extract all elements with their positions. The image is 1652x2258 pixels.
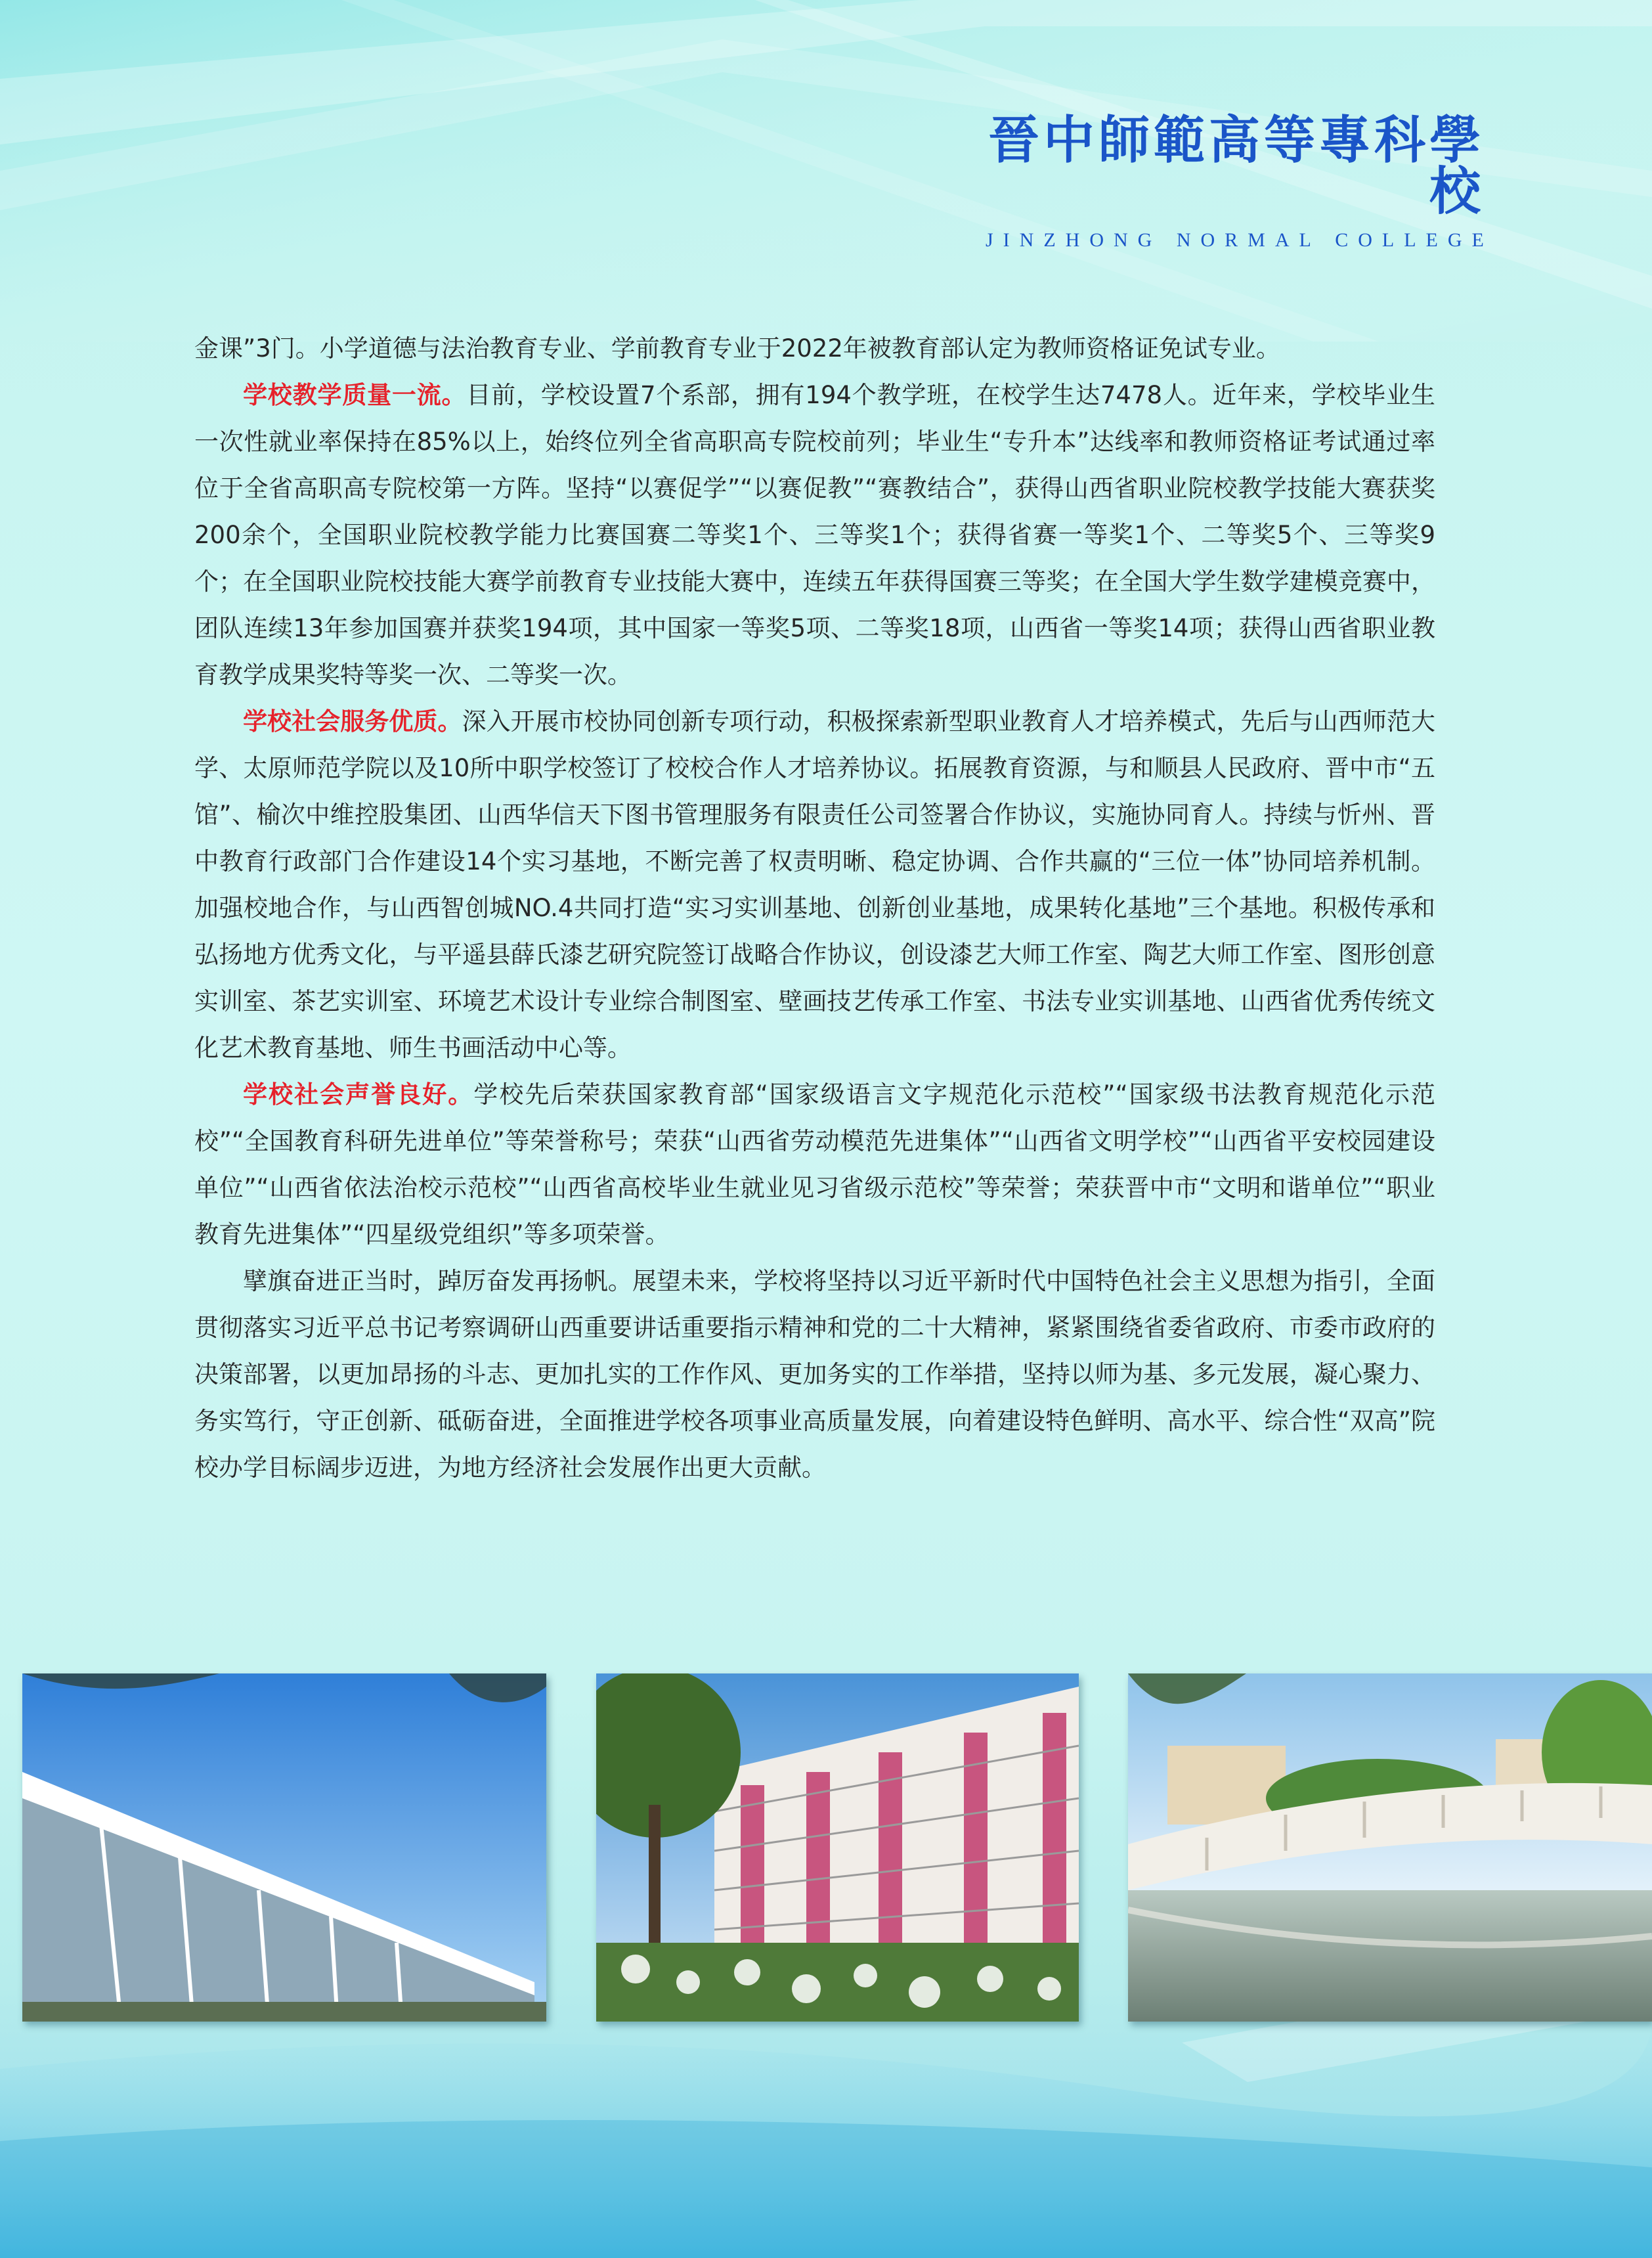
paragraph-teaching-quality [194,372,1435,698]
paragraph-social-service [194,698,1435,1071]
paragraph-text: 金课”3门。小学道德与法治教育专业、学前教育专业于2022年被教育部认定为教师资格证免试专业。 [194,334,1280,363]
paragraph-heading: 学校社会服务优质。 [243,707,462,736]
school-name-chinese: 晉中師範高等專科學校 [988,110,1485,221]
article-body [194,325,1435,1491]
paragraph-text: 深入开展市校协同创新专项行动，积极探索新型职业教育人才培养模式，先后与山西师范大学、太原师范学院以及10所中职学校签订了校校合作人才培养协议。拓展教育资源，与和顺县人民政府、晋中市“五馆”、榆次中维控股集团、山西华信天下图书管理服务有限责任公司签署合作协议，实施协同育人。持续与忻州、晋中教育行政部门合作建设14个实习基地，不断完善了权责明晰、稳定协调、合作共赢的“三位一体”协同培养机制。加强校地合作，与山西智创城NO.4共同打造“实习实训基地、创新创业基地，成果转化基地”三个基地。积极传承和弘扬地方优秀文化，与平遥县薛氏漆艺研究院签订战略合作协议，创设漆艺大师工作室、陶艺大师工作室、图形创意实训室、茶艺实训室、环境艺术设计专业综合制图室、壁画技艺传承工作室、书法专业实训基地、山西省优秀传统文化艺术教育基地、师生书画活动中心等。 [194,707,1435,1062]
modern-building-photo [22,1673,546,2022]
paragraph-heading: 学校教学质量一流。 [243,381,467,409]
paragraph-reputation [194,1071,1435,1258]
photo-strip [0,1673,1652,2025]
school-name-english: JINZHONG NORMAL COLLEGE [986,229,1494,251]
school-logo [986,110,1494,252]
paragraph-continuation [194,325,1435,372]
dormitory-building-photo [596,1673,1079,2022]
campus-pond-photo [1128,1673,1652,2022]
paragraph-outlook [194,1258,1435,1491]
paragraph-text: 学校先后荣获国家教育部“国家级语言文字规范化示范校”“国家级书法教育规范化示范校”“全国教育科研先进单位”等荣誉称号；荣获“山西省劳动模范先进集体”“山西省文明学校”“山西省平安校园建设单位”“山西省依法治校示范校”“山西省高校毕业生就业见习省级示范校”等荣誉；荣获晋中市“文明和谐单位”“职业教育先进集体”“四星级党组织”等多项荣誉。 [194,1080,1435,1249]
paragraph-text: 擘旗奋进正当时，踔厉奋发再扬帆。展望未来，学校将坚持以习近平新时代中国特色社会主义思想为指引，全面贯彻落实习近平总书记考察调研山西重要讲话重要指示精神和党的二十大精神，紧紧围绕省委省政府、市委市政府的决策部署，以更加昂扬的斗志、更加扎实的工作作风、更加务实的工作举措，坚持以师为基、多元发展，凝心聚力、务实笃行，守正创新、砥砺奋进，全面推进学校各项事业高质量发展，向着建设特色鲜明、高水平、综合性“双高”院校办学目标阔步迈进，为地方经济社会发展作出更大贡献。 [194,1267,1435,1482]
paragraph-text: 目前，学校设置7个系部，拥有194个教学班，在校学生达7478人。近年来，学校毕业生一次性就业率保持在85%以上，始终位列全省高职高专院校前列；毕业生“专升本”达线率和教师资格证考试通过率位于全省高职高专院校第一方阵。坚持“以赛促学”“以赛促教”“赛教结合”，获得山西省职业院校教学技能大赛获奖200余个，全国职业院校教学能力比赛国赛二等奖1个、三等奖1个；获得省赛一等奖1个、二等奖5个、三等奖9个；在全国职业院校技能大赛学前教育专业技能大赛中，连续五年获得国赛三等奖；在全国大学生数学建模竞赛中，团队连续13年参加国赛并获奖194项，其中国家一等奖5项、二等奖18项，山西省一等奖14项；获得山西省职业教育教学成果奖特等奖一次、二等奖一次。 [194,381,1436,689]
paragraph-heading: 学校社会声誉良好。 [243,1080,474,1109]
